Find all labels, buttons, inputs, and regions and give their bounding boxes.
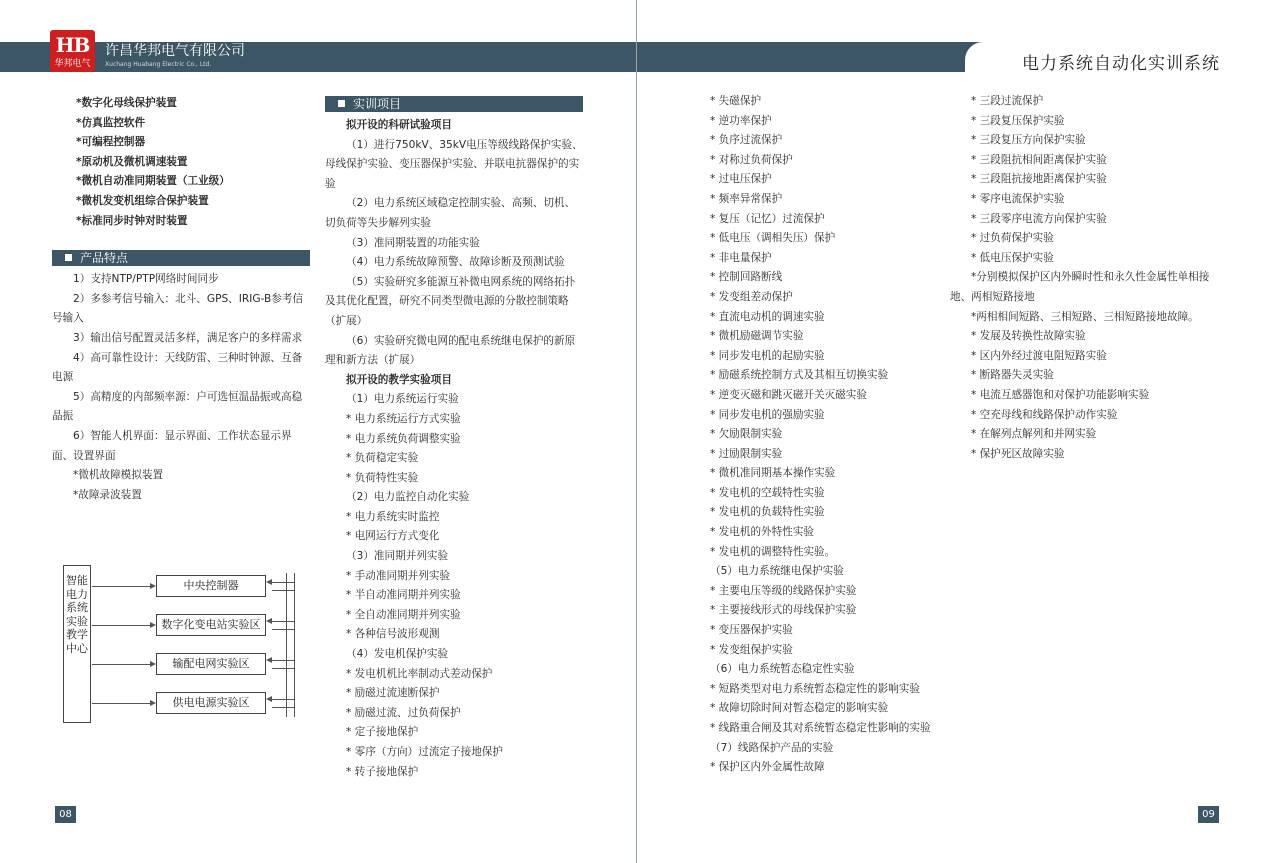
experiment-item: * 频率异常保护 bbox=[710, 192, 783, 205]
connector-line bbox=[272, 660, 294, 661]
experiment-item: * 发电机的调整特性实验。 bbox=[710, 545, 836, 558]
device-item: *标准同步时钟对时装置 bbox=[76, 214, 188, 227]
arrow-left-icon bbox=[266, 579, 272, 585]
arrow-left-icon bbox=[266, 696, 272, 702]
research-item: （4）电力系统故障预警、故障诊断及预测试验 bbox=[346, 256, 565, 269]
middle-column bbox=[325, 94, 583, 782]
teaching-item: * 全自动准同期并列实验 bbox=[346, 608, 461, 621]
extra-item: *微机故障模拟装置 bbox=[73, 469, 164, 482]
experiment-item: * 失磁保护 bbox=[710, 95, 762, 107]
teaching-title: 拟开设的教学实验项目 bbox=[346, 373, 452, 386]
experiment-item: * 发变组差动保护 bbox=[710, 290, 793, 303]
experiment-item: * 电流互感器饱和对保护功能影响实验 bbox=[971, 388, 1150, 401]
device-item: *仿真监控软件 bbox=[76, 116, 146, 129]
experiment-item: * 励磁系统控制方式及其相互切换实验 bbox=[710, 369, 889, 382]
experiment-item: （5）电力系统继电保护实验 bbox=[710, 565, 844, 578]
research-item: （6）实验研究微电网的配电系统继电保护的新原理和新方法（扩展） bbox=[325, 334, 576, 367]
diagram-box: 输配电网实验区 bbox=[156, 653, 266, 675]
teaching-item: * 负荷特性实验 bbox=[346, 471, 419, 484]
experiment-item: * 主要接线形式的母线保护实验 bbox=[710, 604, 857, 617]
experiment-item: * 同步发电机的起励实验 bbox=[710, 349, 825, 362]
left-column bbox=[52, 94, 310, 505]
device-list bbox=[52, 94, 310, 231]
experiment-item: * 发电机的空载特性实验 bbox=[710, 486, 825, 499]
teaching-item: * 定子接地保护 bbox=[346, 726, 419, 739]
research-item: （5）实验研究多能源互补微电网系统的网络拓扑及其优化配置，研究不同类型微电源的分散控制策略（扩展） bbox=[325, 275, 576, 327]
experiment-item: （7）线路保护产品的实验 bbox=[710, 741, 834, 754]
teaching-item: * 励磁过流速断保护 bbox=[346, 687, 440, 700]
experiment-item: * 低电压保护实验 bbox=[971, 251, 1054, 264]
experiment-item: * 断路器失灵实验 bbox=[971, 369, 1054, 382]
experiment-item: * 保护死区故障实验 bbox=[971, 447, 1065, 460]
teaching-list bbox=[325, 390, 583, 782]
research-title: 拟开设的科研试验项目 bbox=[346, 119, 452, 131]
teaching-item: * 手动准同期并列实验 bbox=[346, 569, 451, 582]
teaching-item: * 电力系统负荷调整实验 bbox=[346, 432, 461, 445]
square-bullet-icon bbox=[65, 254, 72, 261]
experiment-item: * 过电压保护 bbox=[710, 173, 772, 186]
connector-line bbox=[272, 621, 294, 622]
teaching-item: * 各种信号波形观测 bbox=[346, 628, 440, 641]
feature-item: 4）高可靠性设计：天线防雷、三种时钟源、互备电源 bbox=[52, 351, 303, 384]
research-item: （2）电力系统区域稳定控制实验、高频、切机、切负荷等失步解列实验 bbox=[325, 197, 576, 229]
feature-item: 6）智能人机界面：显示界面、工作状态显示界面、设置界面 bbox=[52, 429, 292, 462]
experiment-item: * 控制回路断线 bbox=[710, 271, 783, 284]
experiment-item: * 发变组保护实验 bbox=[710, 643, 793, 656]
company-name-en: Xuchang Huabang Electric Co., Ltd. bbox=[105, 61, 212, 68]
connector-line bbox=[272, 590, 294, 591]
teaching-item: * 电力系统实时监控 bbox=[346, 510, 440, 523]
experiment-item: * 空充母线和线路保护动作实验 bbox=[971, 408, 1118, 421]
square-bullet-icon bbox=[338, 100, 345, 107]
feature-item: 2）多参考信号输入：北斗、GPS、IRIG-B参考信号输入 bbox=[52, 292, 304, 325]
experiment-item: * 同步发电机的强励实验 bbox=[710, 408, 825, 421]
device-item: *原动机及微机调速装置 bbox=[76, 155, 188, 168]
experiment-item: * 负序过流保护 bbox=[710, 134, 783, 147]
connector-line bbox=[92, 664, 150, 665]
arrow-left-icon bbox=[266, 657, 272, 663]
connector-line bbox=[272, 629, 294, 630]
document-title: 电力系统自动化实训系统 bbox=[1022, 54, 1220, 74]
bus-line bbox=[286, 573, 287, 717]
lab-structure-diagram bbox=[63, 565, 301, 725]
device-item: *数字化母线保护装置 bbox=[76, 97, 177, 109]
feature-item: 5）高精度的内部频率源：户可选恒温晶振或高稳晶振 bbox=[52, 390, 303, 423]
experiment-item: * 过负荷保护实验 bbox=[971, 232, 1054, 245]
research-item: （1）进行750kV、35kV电压等级线路保护实验、母线保护实验、变压器保护实验、并联电抗器保护的实验 bbox=[325, 138, 583, 190]
logo-subtext: 华邦电气 bbox=[54, 59, 91, 69]
experiment-item: * 逆变灭磁和跳灭磁开关灭磁实验 bbox=[710, 388, 867, 401]
experiment-item: * 线路重合闸及其对系统暂态稳定性影响的实验 bbox=[710, 722, 931, 734]
page-number-right: 09 bbox=[1198, 806, 1219, 823]
experiment-item: * 区内外经过渡电阻短路实验 bbox=[971, 349, 1107, 362]
experiment-item: * 三段零序电流方向保护实验 bbox=[971, 212, 1107, 225]
connector-line bbox=[272, 668, 294, 669]
connector-line bbox=[92, 703, 150, 704]
diagram-box: 数字化变电站实验区 bbox=[156, 614, 266, 636]
teaching-item: （2）电力监控自动化实验 bbox=[346, 491, 470, 504]
experiment-item: * 过励限制实验 bbox=[710, 447, 783, 460]
teaching-item: （4）发电机保护实验 bbox=[346, 648, 449, 661]
page-number-left: 08 bbox=[55, 806, 76, 823]
experiment-item: （6）电力系统暂态稳定性实验 bbox=[710, 663, 855, 676]
arrow-left-icon bbox=[266, 618, 272, 624]
teaching-item: * 电力系统运行方式实验 bbox=[346, 412, 461, 425]
feature-item: 1）支持NTP/PTP网络时间同步 bbox=[73, 273, 219, 286]
diagram-box: 中央控制器 bbox=[156, 575, 266, 597]
experiment-item: * 变压器保护实验 bbox=[710, 624, 793, 637]
page-fold-divider bbox=[636, 0, 637, 863]
experiment-item: * 三段复压方向保护实验 bbox=[971, 134, 1086, 147]
experiment-item: * 复压（记忆）过流保护 bbox=[710, 212, 825, 225]
right-column-2 bbox=[950, 92, 1230, 464]
diagram-center-box bbox=[63, 565, 91, 723]
device-item: *微机发变机组综合保护装置 bbox=[76, 194, 209, 207]
teaching-item: * 负荷稳定实验 bbox=[346, 452, 419, 465]
experiment-item: * 保护区内外金属性故障 bbox=[710, 761, 825, 774]
experiment-list-a bbox=[950, 92, 1230, 268]
experiment-item: * 短路类型对电力系统暂态稳定性的影响实验 bbox=[710, 682, 920, 695]
teaching-item: （3）准同期并列实验 bbox=[346, 550, 449, 563]
experiment-item: * 直流电动机的调速实验 bbox=[710, 310, 825, 323]
experiment-item: * 三段过流保护 bbox=[971, 95, 1044, 107]
experiment-item: * 非电量保护 bbox=[710, 251, 772, 264]
section-header-features bbox=[52, 250, 310, 266]
experiment-item: * 对称过负荷保护 bbox=[710, 153, 793, 166]
connector-line bbox=[92, 586, 150, 587]
experiment-paragraph: *分别模拟保护区内外瞬时性和永久性金属性单相接地、两相短路接地 bbox=[950, 271, 1210, 303]
device-item: *微机自动准同期装置（工业级） bbox=[76, 175, 230, 188]
teaching-item: （1）电力系统运行实验 bbox=[346, 393, 459, 406]
experiment-item: * 欠励限制实验 bbox=[710, 428, 783, 441]
section-header-projects bbox=[325, 96, 583, 112]
diagram-box: 供电电源实验区 bbox=[156, 692, 266, 714]
experiment-item: * 三段复压保护实验 bbox=[971, 114, 1065, 127]
feature-item: 3）输出信号配置灵活多样，满足客户的多样需求 bbox=[73, 331, 303, 344]
teaching-item: * 励磁过流、过负荷保护 bbox=[346, 706, 461, 719]
extra-item: *故障录波装置 bbox=[73, 488, 142, 501]
experiment-item: * 发电机的外特性实验 bbox=[710, 526, 815, 539]
experiment-item: * 在解列点解列和并网实验 bbox=[971, 428, 1097, 441]
company-name-cn: 许昌华邦电气有限公司 bbox=[105, 43, 245, 59]
teaching-item: * 零序（方向）过流定子接地保护 bbox=[346, 746, 503, 758]
teaching-item: * 电网运行方式变化 bbox=[346, 530, 440, 543]
experiment-item: * 微机励磁调节实验 bbox=[710, 330, 804, 343]
experiment-item: * 发展及转换性故障实验 bbox=[971, 330, 1086, 343]
device-item: *可编程控制器 bbox=[76, 136, 146, 149]
logo-mark: HB bbox=[55, 33, 90, 57]
experiment-item: * 零序电流保护实验 bbox=[971, 192, 1065, 205]
company-logo bbox=[50, 30, 95, 72]
right-column-1 bbox=[710, 92, 950, 778]
section-title: 实训项目 bbox=[353, 97, 402, 111]
experiment-item: * 低电压（调相失压）保护 bbox=[710, 232, 836, 245]
section-title: 产品特点 bbox=[80, 251, 129, 266]
experiment-paragraph: *两相相间短路、三相短路、三相短路接地故障。 bbox=[971, 310, 1199, 323]
teaching-item: * 半自动准同期并列实验 bbox=[346, 589, 461, 602]
experiment-item: * 逆功率保护 bbox=[710, 114, 772, 127]
teaching-item: * 发电机机比率制动式差动保护 bbox=[346, 667, 493, 680]
experiment-item: * 故障切除时间对暂态稳定的影响实验 bbox=[710, 702, 889, 715]
experiment-item: * 发电机的负载特性实验 bbox=[710, 506, 825, 519]
teaching-item: * 转子接地保护 bbox=[346, 765, 419, 778]
experiment-item: * 三段阻抗接地距离保护实验 bbox=[971, 173, 1107, 186]
experiment-item: * 三段阻抗相间距离保护实验 bbox=[971, 153, 1107, 166]
connector-line bbox=[272, 707, 294, 708]
connector-line bbox=[272, 699, 294, 700]
research-item: （3）准同期装置的功能实验 bbox=[346, 236, 480, 249]
experiment-item: * 主要电压等级的线路保护实验 bbox=[710, 584, 857, 597]
diagram-center-label: 智能电力系统实验教学中心 bbox=[66, 574, 88, 655]
experiment-list-b bbox=[950, 327, 1230, 464]
connector-line bbox=[272, 582, 294, 583]
connector-line bbox=[92, 625, 150, 626]
bus-line bbox=[294, 573, 295, 717]
experiment-item: * 微机准同期基本操作实验 bbox=[710, 467, 836, 480]
